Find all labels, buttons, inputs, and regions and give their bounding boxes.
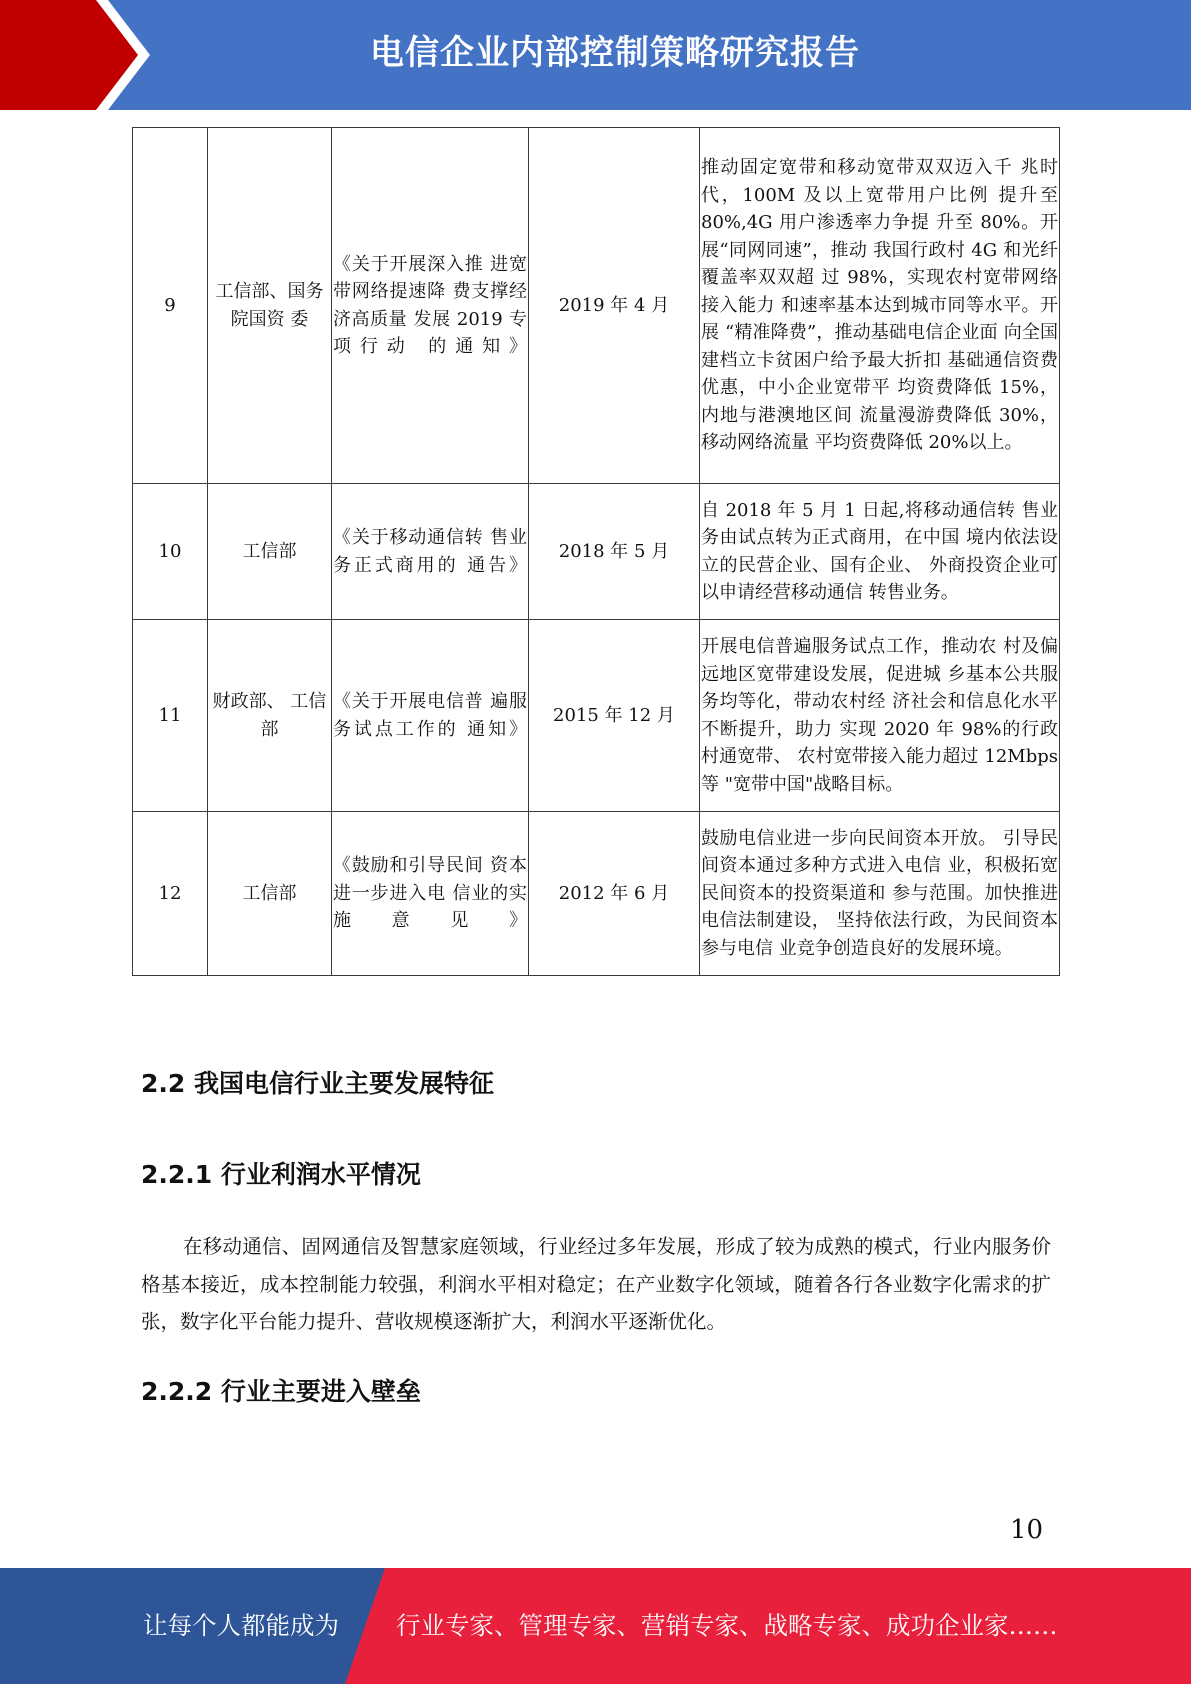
issuing-department: 工信部 — [208, 812, 332, 976]
issuing-department: 工信部、国务院国资 委 — [208, 128, 332, 484]
policy-description: 鼓励电信业进一步向民间资本开放。 引导民间资本通过多种方式进入电信 业，积极拓宽民间资本的投资渠道和 参与范围。加快推进电信法制建设， 坚持依法行政，为民间资本参与电信 业竞争创造良好的发展环境。 — [700, 812, 1060, 976]
policy-description: 推动固定宽带和移动宽带双双迈入千 兆时代，100M 及以上宽带用户比例 提升至80%,4G 用户渗透率力争提 升至 80%。开展“同网同速”，推动 我国行政村 4G 和光纤覆盖率双双超 过 98%，实现农村宽带网络接入能力 和速率基本达到城市同等水平。开展 “精准降费”，推动基础电信企业面 向全国建档立卡贫困户给予最大折扣 基础通信资费优惠，中小企业宽带平 均资费降低 15%，内地与港澳地区间 流量漫游费降低 30%，移动网络流量 平均资费降低 20%以上。 — [700, 128, 1060, 484]
row-number: 12 — [133, 812, 208, 976]
table-row — [133, 812, 1060, 976]
issue-date: 2012 年 6 月 — [529, 812, 700, 976]
page-number: 10 — [1010, 1515, 1044, 1545]
policy-name: 《鼓励和引导民间 资本进一步进入电 信业的实施意见》 — [332, 812, 529, 976]
policy-name: 《关于开展电信普 遍服务试点工作的 通知》 — [332, 620, 529, 812]
table-row — [133, 128, 1060, 484]
policy-description: 开展电信普遍服务试点工作，推动农 村及偏远地区宽带建设发展，促进城 乡基本公共服务均等化，带动农村经 济社会和信息化水平不断提升，助力 实现 2020 年 98%的行政村通宽带、 农村宽带接入能力超过 12Mbps 等 "宽带中国"战略目标。 — [700, 620, 1060, 812]
issuing-department: 工信部 — [208, 484, 332, 620]
report-title: 电信企业内部控制策略研究报告 — [370, 33, 860, 73]
page-header — [0, 0, 1191, 110]
page-footer — [0, 1568, 1191, 1684]
footer-slogan-right: 行业专家、管理专家、营销专家、战略专家、成功企业家…… — [396, 1611, 1058, 1640]
section-heading-2-2-2: 2.2.2 行业主要进入壁垒 — [141, 1377, 421, 1406]
issuing-department: 财政部、 工信部 — [208, 620, 332, 812]
body-paragraph: 在移动通信、固网通信及智慧家庭领域，行业经过多年发展，形成了较为成熟的模式，行业内服务价格基本接近，成本控制能力较强，利润水平相对稳定；在产业数字化领域，随着各行各业数字化需求的扩张，数字化平台能力提升、营收规模逐渐扩大，利润水平逐渐优化。 — [141, 1235, 1051, 1333]
issue-date: 2019 年 4 月 — [529, 128, 700, 484]
row-number: 10 — [133, 484, 208, 620]
table-row — [133, 620, 1060, 812]
issue-date: 2015 年 12 月 — [529, 620, 700, 812]
row-number: 9 — [133, 128, 208, 484]
row-number: 11 — [133, 620, 208, 812]
issue-date: 2018 年 5 月 — [529, 484, 700, 620]
policy-description: 自 2018 年 5 月 1 日起,将移动通信转 售业务由试点转为正式商用，在中国 境内依法设立的民营企业、国有企业、 外商投资企业可以申请经营移动通信 转售业务。 — [700, 484, 1060, 620]
section-heading-2-2-1: 2.2.1 行业利润水平情况 — [141, 1160, 421, 1189]
section-heading-2-2: 2.2 我国电信行业主要发展特征 — [141, 1069, 494, 1098]
header-arrow-logo — [0, 0, 160, 110]
policy-name: 《关于开展深入推 进宽带网络提速降 费支撑经济高质量 发展 2019 专项行动 的通知》 — [332, 128, 529, 484]
table-row — [133, 484, 1060, 620]
footer-slogan-left: 让每个人都能成为 — [143, 1611, 339, 1640]
policy-name: 《关于移动通信转 售业务正式商用的 通告》 — [332, 484, 529, 620]
policy-table — [132, 127, 1060, 976]
